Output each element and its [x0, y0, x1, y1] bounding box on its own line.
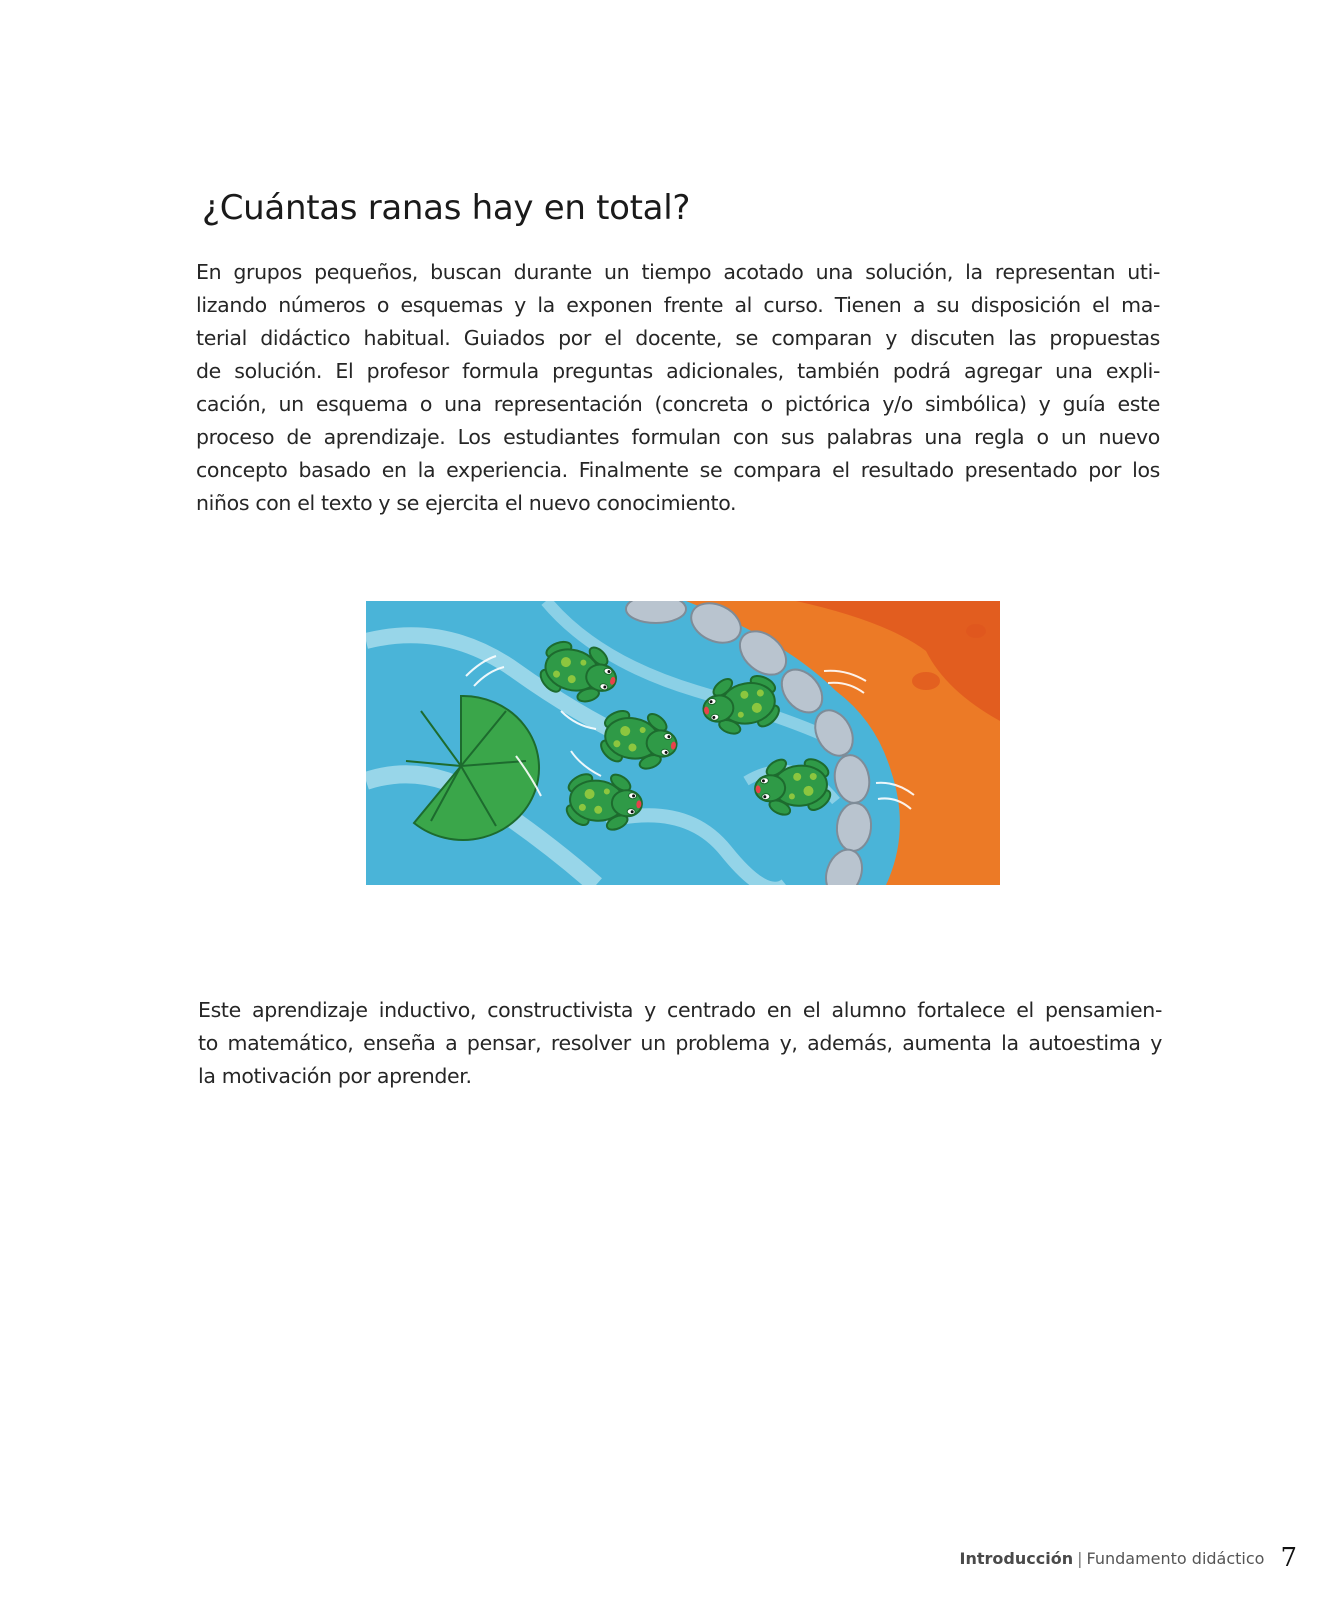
closing-paragraph [198, 994, 1162, 1093]
intro-line: cación, un esquema o una representación (concreta o pictórica y/o simbólica) y guía este [196, 392, 1160, 416]
page-number: 7 [1280, 1543, 1297, 1573]
intro-line: proceso de aprendizaje. Los estudiantes formulan con sus palabras una regla o un nuevo [196, 425, 1160, 449]
closing-line: la motivación por aprender. [198, 1064, 472, 1088]
footer-separator: | [1077, 1548, 1083, 1568]
page-footer [960, 1541, 1297, 1575]
intro-line: concepto basado en la experiencia. Finalmente se compara el resultado presentado por los [196, 458, 1160, 482]
closing-line: Este aprendizaje inductivo, constructivista y centrado en el alumno fortalece el pensamien- [198, 998, 1162, 1022]
footer-subsection: Fundamento didáctico [1086, 1548, 1265, 1568]
footer-section: Introducción [959, 1548, 1074, 1568]
intro-line: terial didáctico habitual. Guiados por el docente, se comparan y discuten las propuestas [196, 326, 1160, 350]
intro-line: de solución. El profesor formula preguntas adicionales, también podrá agregar una expli- [196, 359, 1160, 383]
closing-line: to matemático, enseña a pensar, resolver un problema y, además, aumenta la autoestima y [198, 1031, 1162, 1055]
intro-paragraph [196, 256, 1160, 520]
frog-pond-illustration [366, 601, 1000, 885]
intro-line: En grupos pequeños, buscan durante un tiempo acotado una solución, la representan uti- [196, 260, 1160, 284]
pond-svg [366, 601, 1000, 885]
intro-line: lizando números o esquemas y la exponen frente al curso. Tienen a su disposición el ma- [196, 293, 1160, 317]
page-title: ¿Cuántas ranas hay en total? [202, 188, 691, 228]
intro-line: niños con el texto y se ejercita el nuevo conocimiento. [196, 491, 737, 515]
